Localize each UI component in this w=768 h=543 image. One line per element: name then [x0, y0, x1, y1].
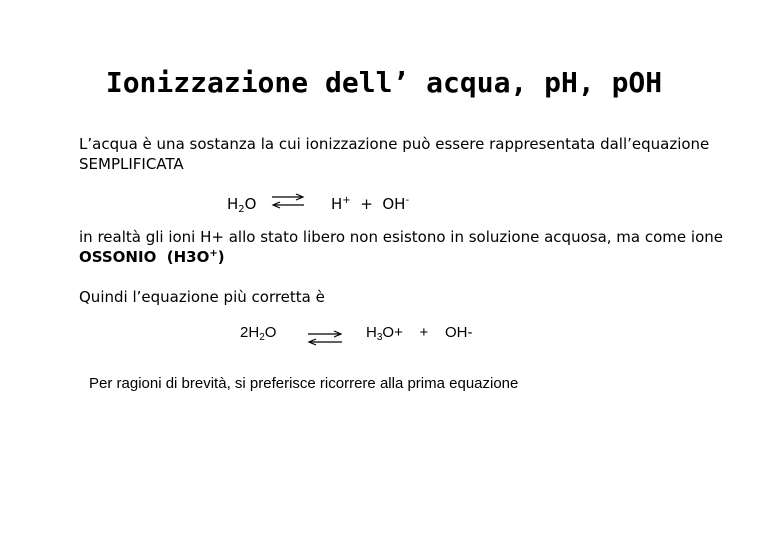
- equation-2-reactant: $2H_2O$: [240, 324, 277, 343]
- reality-line-1: in realtà gli ioni H+ allo stato libero non esistono in soluzione acquosa, ma come ione: [79, 228, 723, 246]
- quindi-line: Quindi l’equazione più corretta è: [79, 288, 325, 306]
- intro-line-1: L’acqua è una sostanza la cui ionizzazione può essere rappresentata dall’equazione: [79, 135, 710, 153]
- equation-1-reactant: $H_2O$: [227, 195, 257, 215]
- ossonio-label: OSSONIO (H3O+): [79, 248, 225, 266]
- equation-1-products: H+ + OH-: [331, 195, 410, 213]
- intro-line-2: SEMPLIFICATA: [79, 155, 184, 173]
- equation-2-products: $H_3O+$ + OH-: [366, 324, 473, 343]
- equilibrium-arrows-icon: [270, 194, 306, 208]
- equilibrium-arrows-icon-2: [306, 331, 344, 345]
- note-text: Per ragioni di brevità, si preferisce ricorrere alla prima equazione: [89, 375, 519, 392]
- page-title: Ionizzazione dell’ acqua, pH, pOH: [105, 66, 663, 99]
